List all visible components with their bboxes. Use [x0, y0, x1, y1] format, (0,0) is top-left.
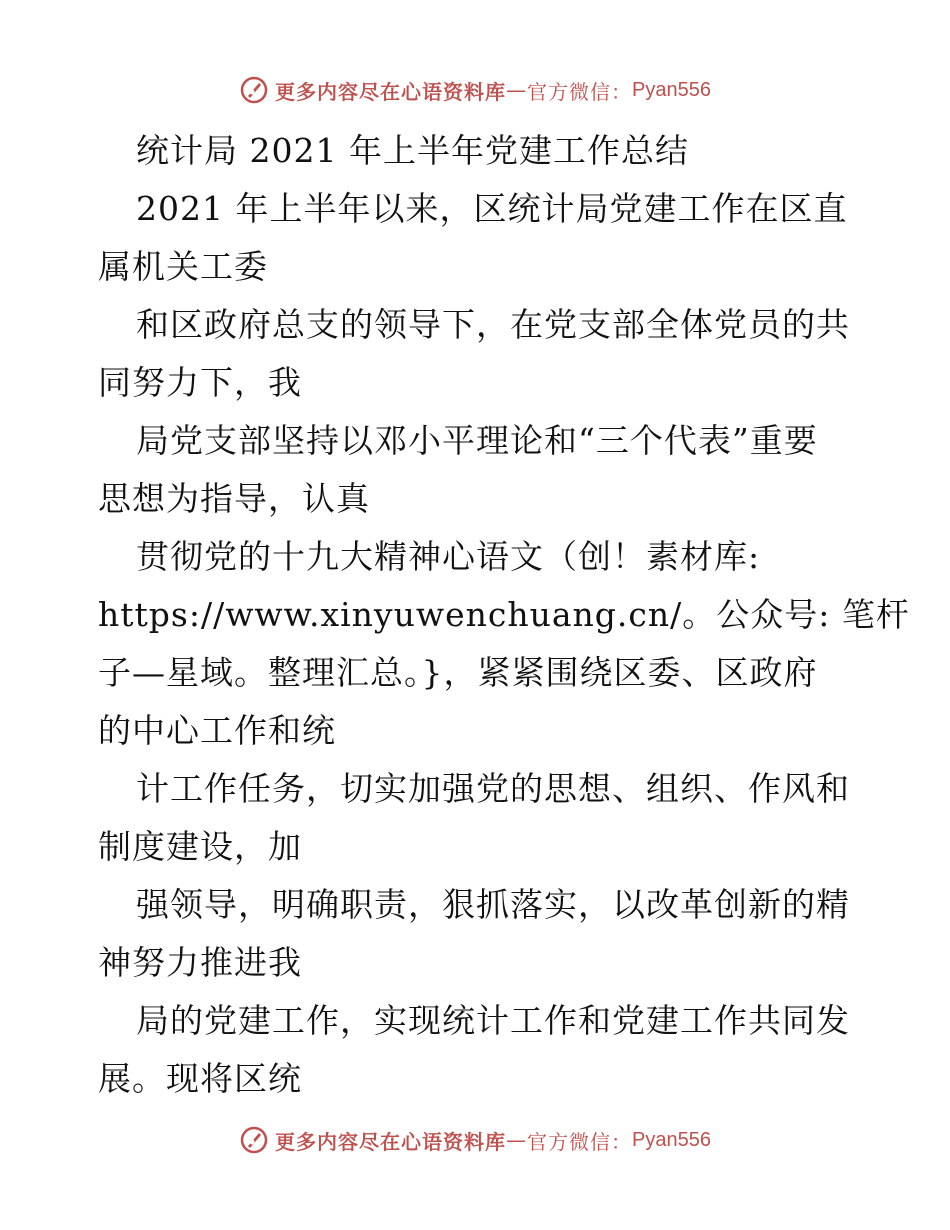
text-line: 计工作任务，切实加强党的思想、组织、作风和	[136, 769, 850, 808]
document-body	[98, 122, 910, 1108]
text-line: 神努力推进我	[98, 943, 302, 982]
text-line: 2021 年上半年以来，区统计局党建工作在区直	[136, 189, 848, 228]
banner-official-label: 官方微信：	[527, 1129, 633, 1154]
text-line: https://www.xinyuwenchuang.cn/。公众号: 笔杆	[98, 595, 910, 634]
footer-watermark-banner	[0, 1120, 950, 1160]
quill-circle-icon	[239, 1125, 269, 1155]
text-line: 局党支部坚持以邓小平理论和“三个代表”重要	[136, 421, 818, 460]
text-line: 子—星域。整理汇总。}，紧紧围绕区委、区政府	[98, 653, 818, 692]
text-line: 贯彻党的十九大精神心语文（创！素材库:	[136, 537, 761, 576]
text-line: 思想为指导，认真	[98, 479, 370, 518]
banner-dash: —	[506, 78, 528, 102]
text-line: 强领导，明确职责，狠抓落实，以改革创新的精	[136, 885, 850, 924]
quill-circle-icon	[239, 75, 269, 105]
banner-site-text: 更多内容尽在心语资料库	[275, 79, 507, 104]
text-line: 局的党建工作，实现统计工作和党建工作共同发	[136, 1001, 850, 1040]
banner-site-text: 更多内容尽在心语资料库	[275, 1129, 507, 1154]
text-line: 和区政府总支的领导下，在党支部全体党员的共	[136, 305, 850, 344]
document-title: 统计局 2021 年上半年党建工作总结	[136, 131, 689, 170]
banner-wechat-id: Pyan556	[632, 78, 711, 101]
text-line: 属机关工委	[98, 247, 268, 286]
text-line: 的中心工作和统	[98, 711, 336, 750]
text-line: 展。现将区统	[98, 1059, 302, 1098]
banner-official-label: 官方微信：	[527, 79, 633, 104]
text-line: 制度建设，加	[98, 827, 302, 866]
banner-wechat-id: Pyan556	[632, 1128, 711, 1151]
text-line: 同努力下，我	[98, 363, 302, 402]
banner-dash: —	[506, 1128, 528, 1152]
header-watermark-banner	[0, 70, 950, 110]
